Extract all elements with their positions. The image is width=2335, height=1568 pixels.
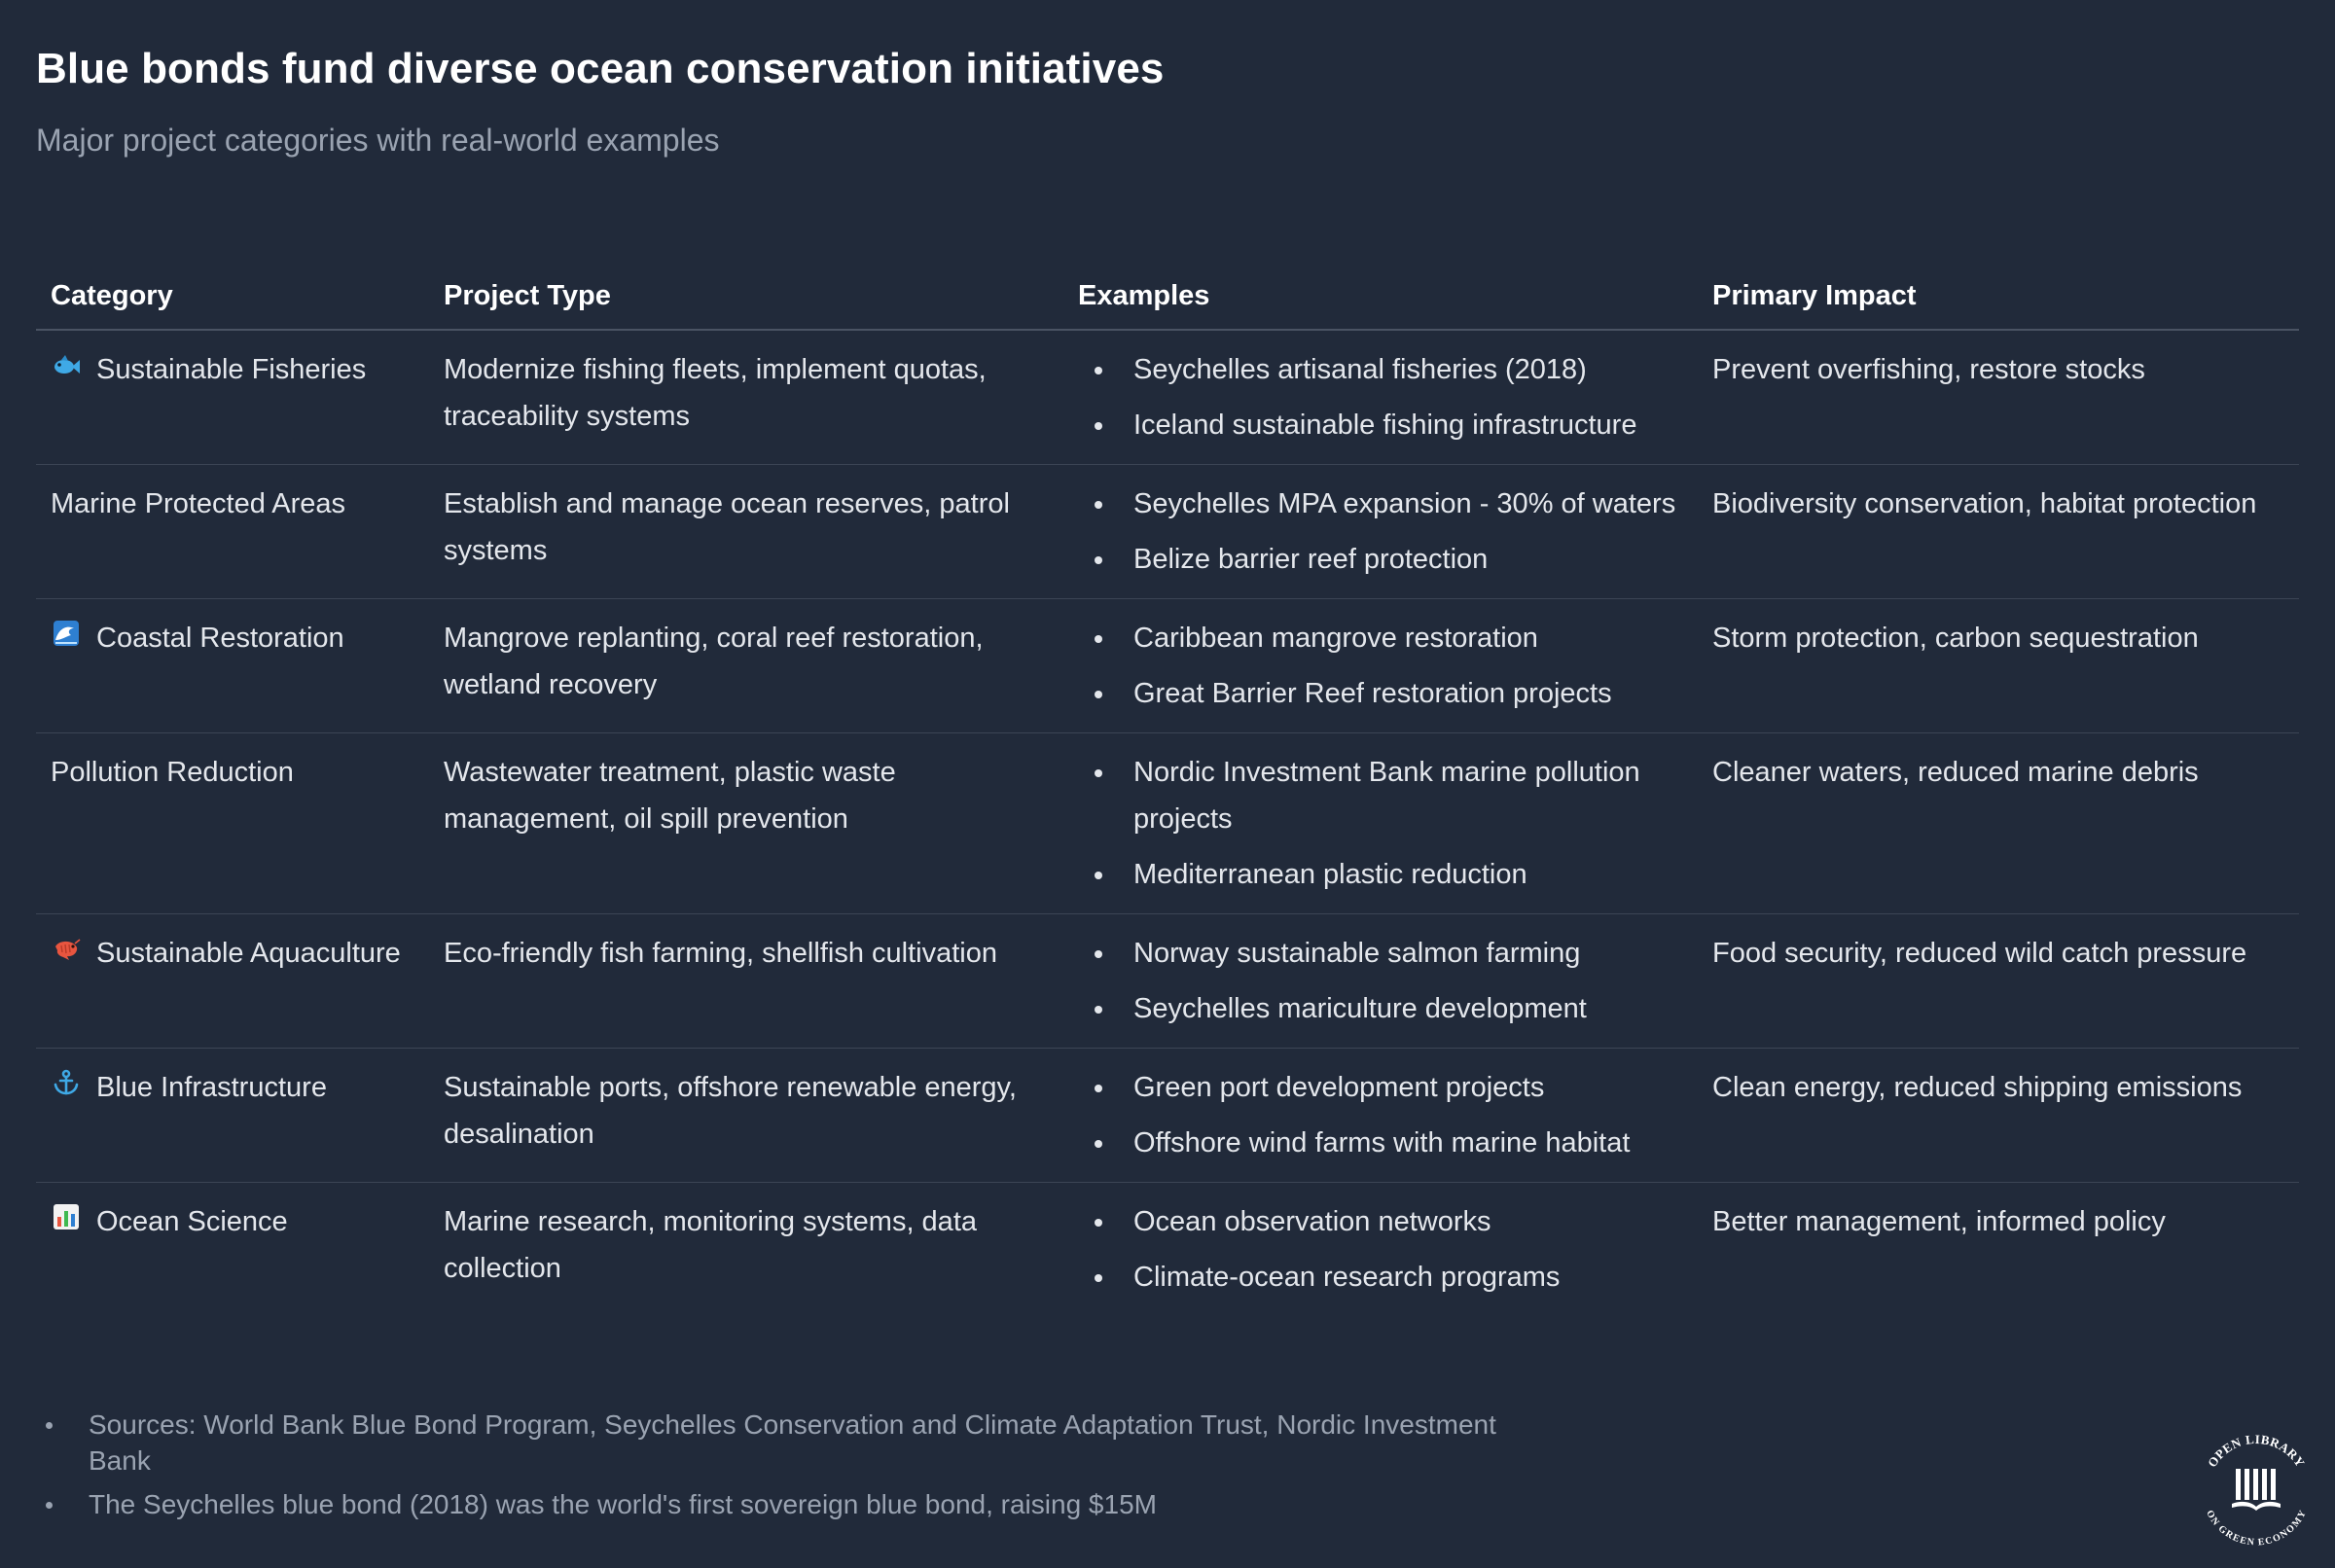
category-cell (36, 1183, 429, 1317)
example-item: Caribbean mangrove restoration (1078, 615, 1688, 661)
footnote-seychelles: The Seychelles blue bond (2018) was the world's first sovereign blue bond, raising $15M (36, 1486, 1554, 1522)
svg-text:ON GREEN ECONOMY (2204, 1509, 2309, 1549)
header-primary-impact: Primary Impact (1698, 263, 2299, 330)
footnote-sources: Sources: World Bank Blue Bond Program, Seychelles Conservation and Climate Adaptation Trust, Nordic Investment Bank (36, 1407, 1554, 1479)
example-item: Offshore wind farms with marine habitat (1078, 1120, 1688, 1166)
category-label: Sustainable Fisheries (96, 354, 367, 385)
category-label: Blue Infrastructure (96, 1072, 327, 1103)
table-row (36, 330, 2299, 465)
examples-cell (1063, 465, 1698, 599)
category-label: Ocean Science (96, 1206, 288, 1237)
category-label: Sustainable Aquaculture (96, 938, 401, 969)
logo-text-top: OPEN LIBRARY (2204, 1431, 2309, 1471)
examples-cell (1063, 914, 1698, 1049)
example-item: Seychelles artisanal fisheries (2018) (1078, 346, 1688, 393)
project-type-cell: Sustainable ports, offshore renewable energy, desalination (429, 1049, 1063, 1183)
example-item: Great Barrier Reef restoration projects (1078, 670, 1688, 717)
example-item: Mediterranean plastic reduction (1078, 851, 1688, 898)
table-row (36, 599, 2299, 733)
category-label: Coastal Restoration (96, 623, 344, 654)
header-examples: Examples (1063, 263, 1698, 330)
table-row (36, 465, 2299, 599)
impact-cell: Biodiversity conservation, habitat protection (1698, 465, 2299, 599)
table-row (36, 1183, 2299, 1317)
impact-cell: Better management, informed policy (1712, 1206, 2166, 1237)
project-type-cell: Mangrove replanting, coral reef restoration, wetland recovery (429, 599, 1063, 733)
project-type-cell: Establish and manage ocean reserves, patrol systems (429, 465, 1063, 599)
example-item: Seychelles mariculture development (1078, 985, 1688, 1032)
anchor-icon (51, 1064, 82, 1111)
category-label: Marine Protected Areas (51, 488, 346, 519)
impact-cell: Prevent overfishing, restore stocks (1698, 330, 2299, 465)
project-type-cell: Eco-friendly fish farming, shellfish cultivation (429, 914, 1063, 1049)
fish-icon (51, 346, 82, 393)
table-header-row (36, 263, 2299, 330)
projects-table (36, 263, 2299, 1316)
page-title: Blue bonds fund diverse ocean conservation initiatives (36, 45, 1165, 92)
example-item: Climate-ocean research programs (1078, 1254, 1688, 1301)
table-row (36, 733, 2299, 914)
table-row (36, 1049, 2299, 1183)
page-subtitle: Major project categories with real-world examples (36, 123, 720, 158)
category-cell (36, 733, 429, 914)
example-item: Green port development projects (1078, 1064, 1688, 1111)
category-cell (36, 465, 429, 599)
open-library-logo (2195, 1430, 2317, 1552)
project-type-cell: Marine research, monitoring systems, data collection (444, 1206, 977, 1284)
project-type-cell: Wastewater treatment, plastic waste management, oil spill prevention (429, 733, 1063, 914)
examples-cell (1063, 1183, 1698, 1317)
category-label: Pollution Reduction (51, 757, 294, 788)
example-item: Ocean observation networks (1078, 1198, 1688, 1245)
examples-cell (1063, 1049, 1698, 1183)
header-category: Category (36, 263, 429, 330)
impact-cell: Cleaner waters, reduced marine debris (1698, 733, 2299, 914)
wave-icon (51, 615, 82, 661)
examples-cell (1063, 733, 1698, 914)
example-item: Iceland sustainable fishing infrastructure (1078, 402, 1688, 448)
footnotes (36, 1407, 1554, 1530)
category-cell (36, 914, 429, 1049)
impact-cell: Food security, reduced wild catch pressure (1698, 914, 2299, 1049)
impact-cell: Clean energy, reduced shipping emissions (1698, 1049, 2299, 1183)
examples-cell (1063, 599, 1698, 733)
category-cell (36, 1049, 429, 1183)
example-item: Seychelles MPA expansion - 30% of waters (1078, 481, 1688, 527)
example-item: Nordic Investment Bank marine pollution projects (1078, 749, 1688, 842)
examples-cell (1063, 330, 1698, 465)
svg-text:OPEN LIBRARY (2205, 1432, 2308, 1470)
example-item: Norway sustainable salmon farming (1078, 930, 1688, 977)
header-project-type: Project Type (429, 263, 1063, 330)
table-row (36, 914, 2299, 1049)
project-type-cell: Modernize fishing fleets, implement quotas, traceability systems (429, 330, 1063, 465)
impact-cell: Storm protection, carbon sequestration (1698, 599, 2299, 733)
bar-chart-icon (51, 1198, 82, 1245)
logo-text-bottom: ON GREEN ECONOMY (2204, 1508, 2309, 1549)
shrimp-icon (51, 930, 82, 977)
example-item: Belize barrier reef protection (1078, 536, 1688, 583)
category-cell (36, 599, 429, 733)
category-cell (36, 330, 429, 465)
